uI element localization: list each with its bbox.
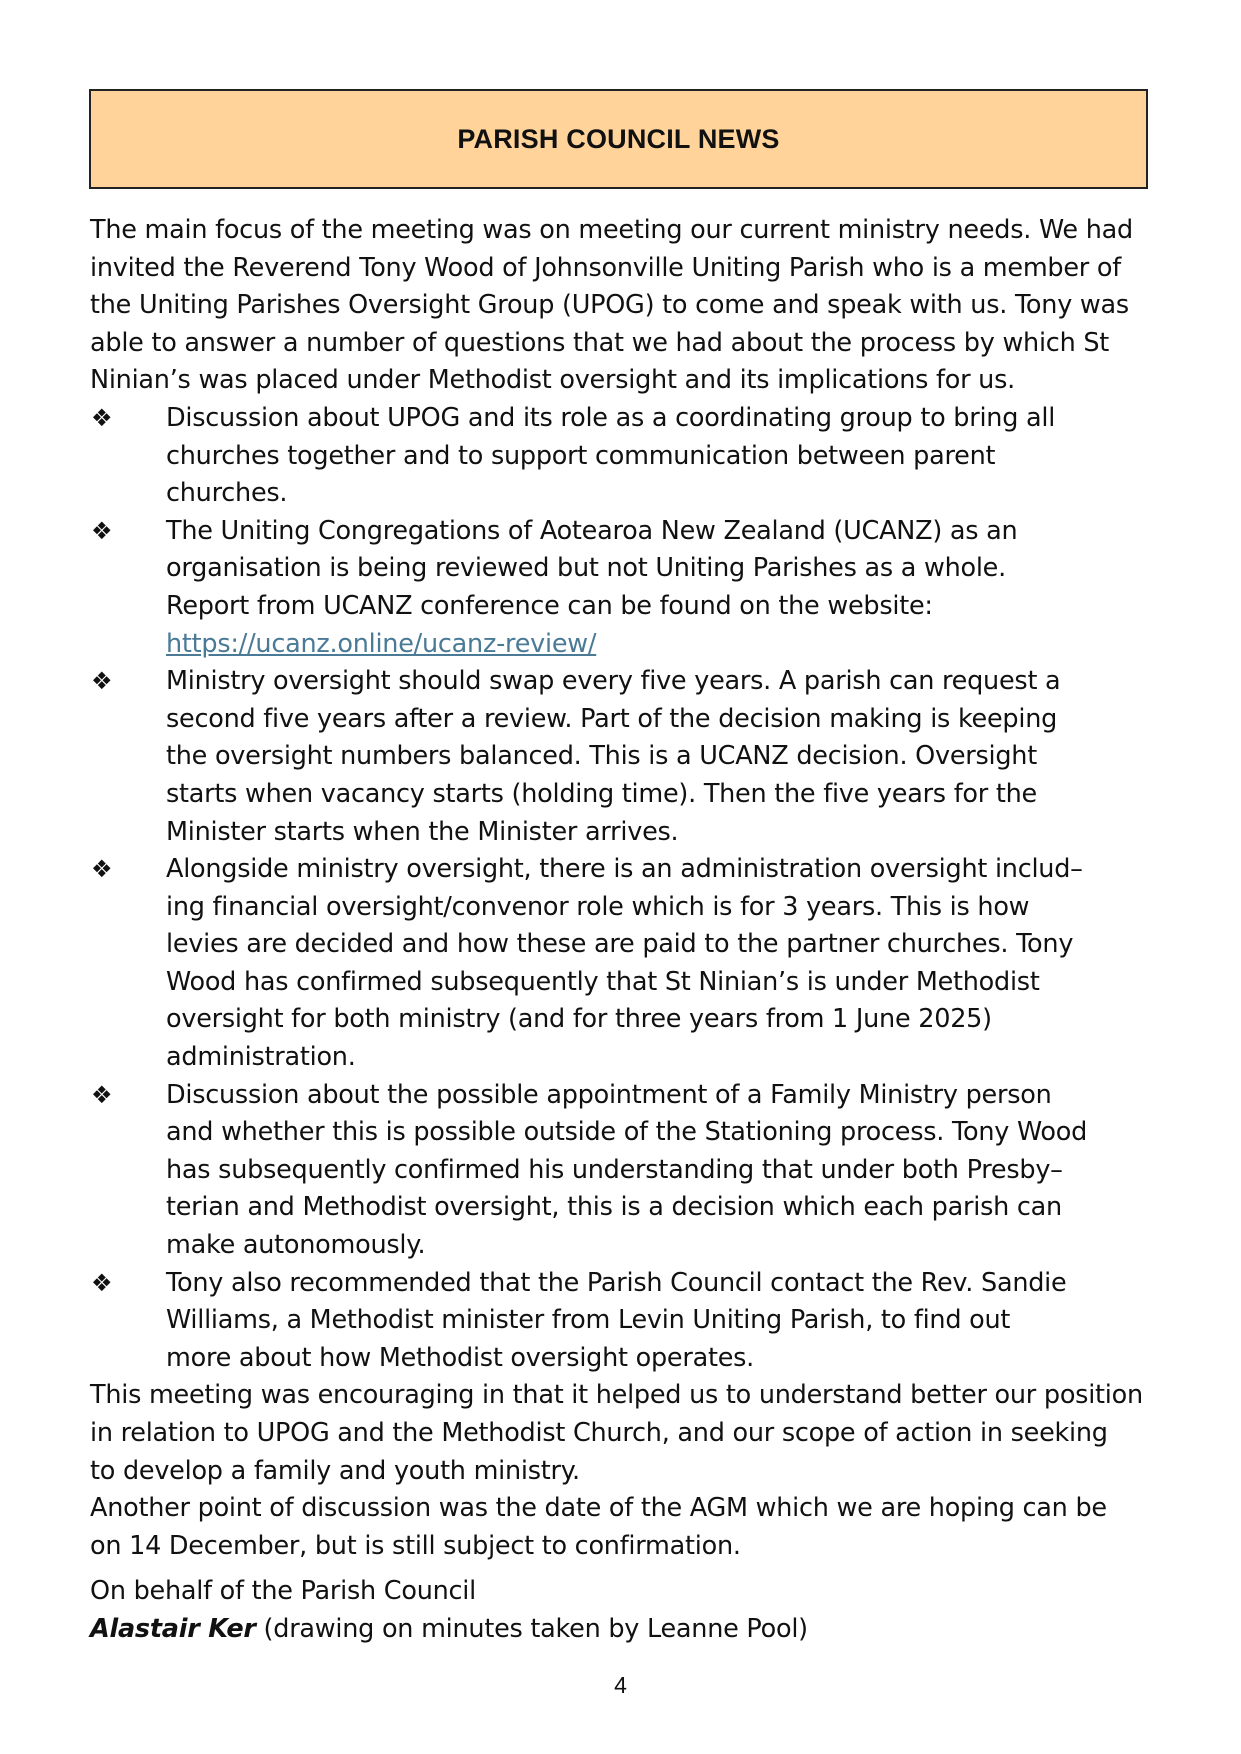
bullet-item-administration-oversight xyxy=(90,851,1150,1077)
author-name: Alastair Ker xyxy=(90,1613,256,1644)
bullet-line: terian and Methodist oversight, this is a decision which each parish can xyxy=(166,1192,1062,1223)
bullet-item-ucanz-review xyxy=(90,513,1150,663)
bullet-text xyxy=(166,663,1096,851)
bullet-text xyxy=(166,851,1096,1077)
diamond-bullet-icon: ❖ xyxy=(91,1268,113,1297)
diamond-bullet-icon: ❖ xyxy=(91,403,113,432)
agm-paragraph xyxy=(90,1490,1150,1565)
bullet-line: Ministry oversight should swap every five years. A parish can request a xyxy=(166,666,1061,697)
diamond-bullet-icon: ❖ xyxy=(91,1080,113,1109)
closing-line: in relation to UPOG and the Methodist Church, and our scope of action in seeking xyxy=(90,1418,1108,1448)
bullet-item-ministry-oversight xyxy=(90,663,1150,851)
bullet-line: churches. xyxy=(166,478,288,509)
bullet-line: Discussion about the possible appointment of a Family Ministry person xyxy=(166,1079,1052,1110)
discussion-bullet-list xyxy=(90,400,1150,1377)
bullet-line: Tony also recommended that the Parish Council contact the Rev. Sandie xyxy=(166,1267,1067,1298)
author-note: (drawing on minutes taken by Leanne Pool) xyxy=(255,1613,808,1644)
bullet-line: Discussion about UPOG and its role as a coordinating group to bring all xyxy=(166,402,1056,433)
closing-paragraph xyxy=(90,1377,1150,1490)
bullet-item-methodist-contact xyxy=(90,1265,1150,1378)
section-title: PARISH COUNCIL NEWS xyxy=(457,123,780,154)
ucanz-review-link[interactable]: https://ucanz.online/ucanz-review/ xyxy=(166,628,597,659)
bullet-line: Report from UCANZ conference can be found on the website: xyxy=(166,590,933,621)
diamond-bullet-icon: ❖ xyxy=(91,667,113,696)
bullet-line: Williams, a Methodist minister from Levin Uniting Parish, to find out xyxy=(166,1305,1011,1336)
bullet-line: ing financial oversight/convenor role which is for 3 years. This is how xyxy=(166,891,1030,922)
intro-line: Ninian’s was placed under Methodist oversight and its implications for us. xyxy=(90,365,1015,396)
intro-line: The main focus of the meeting was on meeting our current ministry needs. We had xyxy=(90,215,1133,245)
bullet-text xyxy=(166,400,1096,513)
bullet-line: churches together and to support communication between parent xyxy=(166,440,996,471)
bullet-line: Minister starts when the Minister arrives. xyxy=(166,816,679,847)
bullet-line: Alongside ministry oversight, there is an administration oversight includ– xyxy=(166,854,1083,885)
bullet-line: Wood has confirmed subsequently that St Ninian’s is under Methodist xyxy=(166,966,1040,997)
signoff-author-line xyxy=(90,1611,1150,1649)
bullet-line: more about how Methodist oversight operates. xyxy=(166,1342,755,1373)
bullet-line: has subsequently confirmed his understanding that under both Presby– xyxy=(166,1154,1063,1185)
bullet-line: starts when vacancy starts (holding time). Then the five years for the xyxy=(166,778,1037,809)
bullet-text xyxy=(166,1077,1096,1265)
closing-line: to develop a family and youth ministry. xyxy=(90,1455,580,1486)
intro-line: able to answer a number of questions that we had about the process by which St xyxy=(90,327,1110,358)
bullet-line: organisation is being reviewed but not Uniting Parishes as a whole. xyxy=(166,553,1006,584)
diamond-bullet-icon: ❖ xyxy=(91,516,113,545)
signoff-block xyxy=(90,1573,1150,1648)
bullet-item-family-ministry xyxy=(90,1077,1150,1265)
agm-line: Another point of discussion was the date of the AGM which we are hoping can be xyxy=(90,1493,1107,1524)
bullet-line: administration. xyxy=(166,1042,356,1073)
bullet-text xyxy=(166,1265,1096,1378)
diamond-bullet-icon: ❖ xyxy=(91,855,113,884)
bullet-line: levies are decided and how these are paid to the partner churches. Tony xyxy=(166,929,1074,960)
bullet-line: second five years after a review. Part of the decision making is keeping xyxy=(166,703,1058,734)
closing-line: This meeting was encouraging in that it helped us to understand better our position xyxy=(90,1380,1143,1411)
bullet-line: The Uniting Congregations of Aotearoa New Zealand (UCANZ) as an xyxy=(166,515,1018,546)
signoff-line: On behalf of the Parish Council xyxy=(90,1576,476,1607)
page-number: 4 xyxy=(614,1672,627,1698)
bullet-line: oversight for both ministry (and for three years from 1 June 2025) xyxy=(166,1004,992,1035)
paragraph-spacer xyxy=(90,1565,1150,1573)
intro-line: the Uniting Parishes Oversight Group (UPOG) to come and speak with us. Tony was xyxy=(90,290,1129,321)
article-body xyxy=(90,212,1150,1649)
bullet-line: and whether this is possible outside of the Stationing process. Tony Wood xyxy=(166,1117,1088,1148)
bullet-text xyxy=(166,513,1096,663)
intro-paragraph xyxy=(90,212,1150,400)
bullet-item-upog xyxy=(90,400,1150,513)
bullet-line: the oversight numbers balanced. This is a UCANZ decision. Oversight xyxy=(166,741,1037,772)
bullet-line xyxy=(166,626,1096,664)
section-header-box xyxy=(89,89,1148,189)
agm-line: on 14 December, but is still subject to confirmation. xyxy=(90,1530,741,1561)
intro-line: invited the Reverend Tony Wood of Johnsonville Uniting Parish who is a member of xyxy=(90,252,1121,283)
bullet-line: make autonomously. xyxy=(166,1230,426,1261)
